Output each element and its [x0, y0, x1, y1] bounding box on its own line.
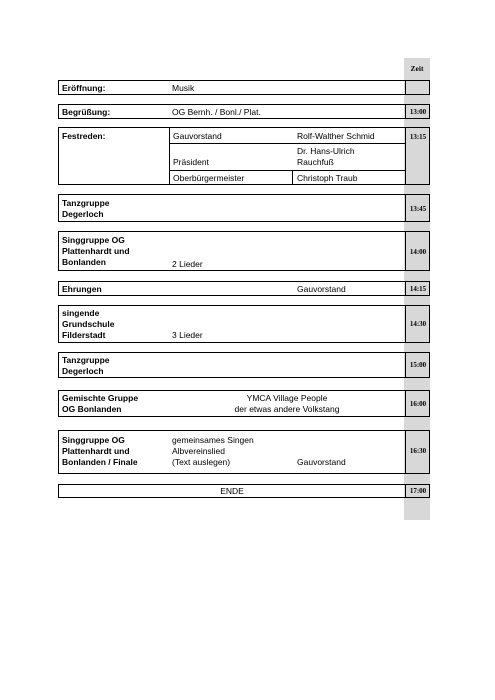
row-label-line1: Tanzgruppe	[62, 355, 110, 365]
speaker-name: Rolf-Walther Schmid	[297, 131, 375, 141]
row-content: 2 Lieder	[172, 259, 203, 269]
row-content: Gauvorstand	[297, 284, 346, 294]
row-label-line3: Filderstadt	[62, 330, 106, 340]
row-time: 17:00	[409, 487, 427, 495]
speaker-role: Gauvorstand	[173, 131, 222, 141]
row-label-line1: Tanzgruppe	[62, 198, 110, 208]
row-time: 16:00	[409, 400, 427, 408]
row-time: 16:30	[409, 447, 427, 455]
row-label-line2: Plattenhardt und	[62, 246, 130, 256]
row-time: 14:30	[409, 320, 427, 328]
row-grundschule	[58, 305, 430, 343]
row-content-line3: (Text auslegen)	[172, 457, 231, 467]
row-label-line2: Degerloch	[62, 209, 104, 219]
row-tanzgruppe-1	[58, 194, 430, 222]
row-label-line3: Bonlanden / Finale	[62, 457, 138, 467]
speaker-role: Präsident	[173, 157, 209, 167]
speaker-name-line1: Dr. Hans-Ulrich	[297, 146, 355, 156]
divider	[405, 80, 406, 95]
speaker-name-line2: Rauchfuß	[297, 157, 334, 167]
row-content-line2: Albvereinslied	[172, 446, 225, 456]
row-label: Begrüßung:	[62, 107, 111, 117]
speaker-role: Oberbürgermeister	[173, 173, 245, 183]
row-time: 13:45	[409, 205, 427, 213]
row-ehrungen	[58, 281, 430, 296]
row-label-line2: OG Bonlanden	[62, 404, 122, 414]
zeit-header: Zeit	[410, 64, 424, 73]
row-time: 14:00	[409, 248, 427, 256]
row-singgruppe	[58, 231, 430, 271]
row-label-line2: Plattenhardt und	[62, 446, 130, 456]
row-time: 15:00	[409, 361, 427, 369]
row-eroeffnung	[58, 80, 430, 95]
row-content: 3 Lieder	[172, 330, 203, 340]
row-tanzgruppe-2	[58, 352, 430, 378]
row-label-line1: Singgruppe OG	[62, 235, 125, 245]
divider	[170, 143, 405, 144]
row-singgruppe-finale	[58, 430, 430, 474]
row-label-line1: Singgruppe OG	[62, 435, 125, 445]
speaker-name: Christoph Traub	[297, 173, 358, 183]
speakers-table	[169, 127, 406, 185]
row-label: Festreden:	[62, 131, 106, 141]
row-begruessung	[58, 104, 430, 119]
row-time: 13:00	[409, 108, 427, 116]
row-festreden	[58, 127, 430, 185]
row-label-line1: singende	[62, 308, 100, 318]
row-content-extra: Gauvorstand	[297, 457, 346, 467]
row-content: Musik	[172, 83, 195, 93]
row-content: ENDE	[220, 486, 244, 496]
row-label-line1: Gemischte Gruppe	[62, 393, 139, 403]
row-content-line1: gemeinsames Singen	[172, 435, 254, 445]
row-time: 13:15	[409, 133, 427, 141]
row-gemischte-gruppe	[58, 390, 430, 417]
row-content-line1: YMCA Village People	[246, 393, 328, 403]
row-ende	[58, 484, 430, 498]
row-label: Eröffnung:	[62, 83, 106, 93]
row-label: Ehrungen	[62, 284, 102, 294]
row-label-line3: Bonlanden	[62, 257, 106, 267]
row-content: OG Bernh. / Bonl./ Plat.	[172, 107, 261, 117]
divider	[292, 170, 293, 184]
row-label-line2: Grundschule	[62, 319, 115, 329]
row-label-line2: Degerloch	[62, 366, 104, 376]
row-content-line2: der etwas andere Volkstang	[234, 404, 340, 414]
row-time: 14:15	[409, 285, 427, 293]
divider	[170, 170, 405, 171]
